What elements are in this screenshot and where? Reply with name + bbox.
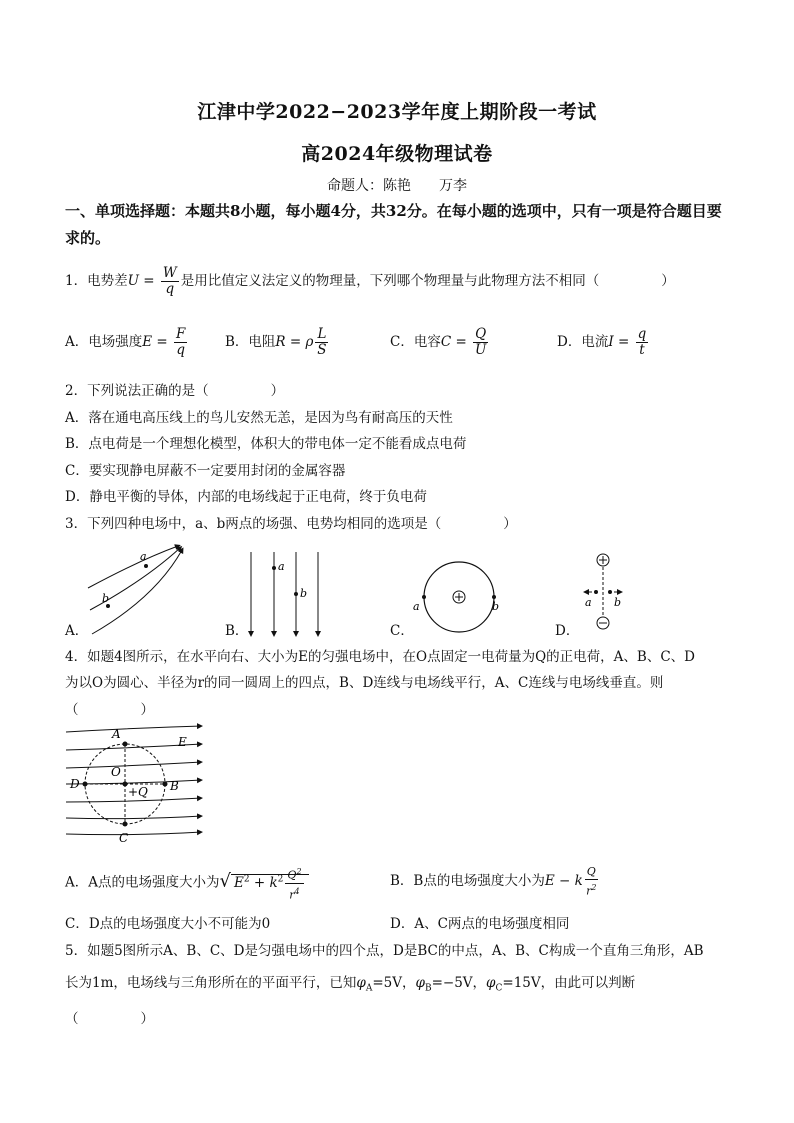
- svg-text:a: a: [278, 560, 285, 573]
- q3-option-d[interactable]: D．: [555, 623, 580, 639]
- question-3-stem: [65, 511, 745, 537]
- svg-text:b: b: [300, 587, 308, 600]
- svg-text:a: a: [140, 550, 147, 563]
- q1-option-d[interactable]: D．电流I = $\frac{q}{t}$: [557, 326, 647, 358]
- q1-formula: $\frac{W}{q}$: [162, 265, 177, 297]
- question-5-line1: 5．如题5图所示A、B、C、D是匀强电场中的四个点，D是BC的中点，A、B、C构成一个直角三角形，AB: [65, 943, 704, 959]
- svg-text:a: a: [585, 596, 592, 609]
- q1-option-a[interactable]: A．电场强度E = $\frac{F}{q}$: [65, 326, 186, 358]
- q4-a-text: A．A点的电场强度大小为: [65, 874, 220, 891]
- q1-a-text: A．电场强度: [65, 334, 143, 350]
- q1-d-text: D．电流: [557, 334, 609, 350]
- svg-text:C: C: [119, 831, 129, 845]
- q3-close: ）: [503, 516, 517, 532]
- exam-subtitle: 高2024年级物理试卷: [301, 143, 493, 165]
- q5-phi-a: 5V: [383, 975, 402, 991]
- question-1-stem: 1．电势差U = $\frac{W}{q}$ 是用比值定义法定义的物理量，下列哪个物理量与此物理方法不相同（ ）: [65, 265, 675, 297]
- q4-figure: [62, 722, 212, 847]
- svg-text:+Q: +Q: [128, 785, 148, 799]
- q3-stem-text: 3．下列四种电场中，a、b两点的场强、电势均相同的选项是（: [65, 516, 442, 532]
- question-5-paren: [65, 1006, 745, 1032]
- q1-close: ）: [661, 273, 675, 289]
- q5-line2-end: ，由此可以判断: [540, 975, 636, 991]
- q2-option-b[interactable]: B．点电荷是一个理想化模型，体积大的带电体一定不能看成点电荷: [65, 436, 467, 452]
- question-5-line2: 长为1m，电场线与三角形所在的平面平行，已知$\varphi_A=5V$，$\varphi_B=-5V$，$\varphi_C=15V$，由此可以判断: [65, 975, 636, 994]
- q1-pre-text: 1．电势差: [65, 273, 128, 289]
- author-second: 万李: [439, 178, 467, 194]
- q2-option-a[interactable]: A．落在通电高压线上的鸟儿安然无恙，是因为鸟有耐高压的天性: [65, 410, 453, 426]
- q5-close: ）: [140, 1011, 154, 1027]
- question-4-line2: 为以O为圆心、半径为r的同一圆周上的四点，B、D连线与电场线平行，A、C连线与电场线垂直。则: [65, 675, 664, 691]
- q2-option-c[interactable]: C．要实现静电屏蔽不一定要用封闭的金属容器: [65, 463, 346, 479]
- q4-option-d[interactable]: D．A、C两点的电场强度相同: [390, 916, 570, 932]
- question-2-stem: [65, 378, 745, 404]
- exam-title: 江津中学2022−2023学年度上期阶段一考试: [197, 101, 597, 123]
- svg-text:E: E: [178, 735, 187, 749]
- q3-option-c[interactable]: C．: [390, 623, 414, 639]
- q4-option-c[interactable]: C．D点的电场强度大小不可能为0: [65, 916, 271, 932]
- question-4-paren: [65, 697, 745, 723]
- q4-option-b[interactable]: B．B点的电场强度大小为E − k $\frac{Q}{r^2}$: [390, 865, 597, 898]
- section-heading: 一、单项选择题：本题共8小题，每小题4分，共32分。在每小题的选项中，只有一项是符合题目要求的。: [65, 202, 722, 247]
- svg-text:b: b: [102, 592, 110, 605]
- q5-paren-open: （: [65, 1011, 79, 1027]
- svg-text:a: a: [413, 600, 420, 613]
- question-4-line1: 4．如题4图所示，在水平向右、大小为E的匀强电场中，在O点固定一电荷量为Q的正电荷，A、B、C、D: [65, 649, 695, 665]
- q1-option-c[interactable]: C．电容C = $\frac{Q}{U}$: [390, 326, 487, 358]
- author-label: 命题人：陈艳: [327, 178, 411, 194]
- q1-option-b[interactable]: B．电阻R = ρ $\frac{L}{S}$: [225, 326, 327, 358]
- q4-close: ）: [140, 702, 154, 718]
- q3-option-a[interactable]: A．: [65, 623, 89, 639]
- q4-option-a[interactable]: A．A点的电场强度大小为√ $E^2 + k^2$ $\frac{Q^2}{r^4}$: [65, 864, 309, 902]
- q1-c-text: C．电容: [390, 334, 441, 350]
- svg-text:b: b: [614, 596, 622, 609]
- q5-phi-c: 15V: [513, 975, 541, 991]
- q5-phi-b: −5V: [442, 975, 473, 991]
- q2-option-d[interactable]: D．静电平衡的导体，内部的电场线起于正电荷，终于负电荷: [65, 489, 427, 505]
- q3-option-b[interactable]: B．: [225, 623, 249, 639]
- q4-b-text: B．B点的电场强度大小为: [390, 872, 545, 889]
- q2-stem-text: 2．下列说法正确的是（: [65, 383, 209, 399]
- q1-post-text: 是用比值定义法定义的物理量，下列哪个物理量与此物理方法不相同（: [180, 273, 600, 289]
- svg-text:A: A: [112, 727, 121, 741]
- q5-line2-text: 长为1m，电场线与三角形所在的平面平行，已知: [65, 975, 357, 991]
- svg-text:D: D: [70, 777, 80, 791]
- svg-text:O: O: [111, 765, 121, 779]
- q1-b-text: B．电阻: [225, 334, 276, 350]
- svg-text:B: B: [170, 779, 179, 793]
- author-line: [0, 175, 794, 195]
- svg-text:b: b: [492, 600, 500, 613]
- q4-paren-open: （: [65, 702, 79, 718]
- q2-close: ）: [270, 383, 285, 399]
